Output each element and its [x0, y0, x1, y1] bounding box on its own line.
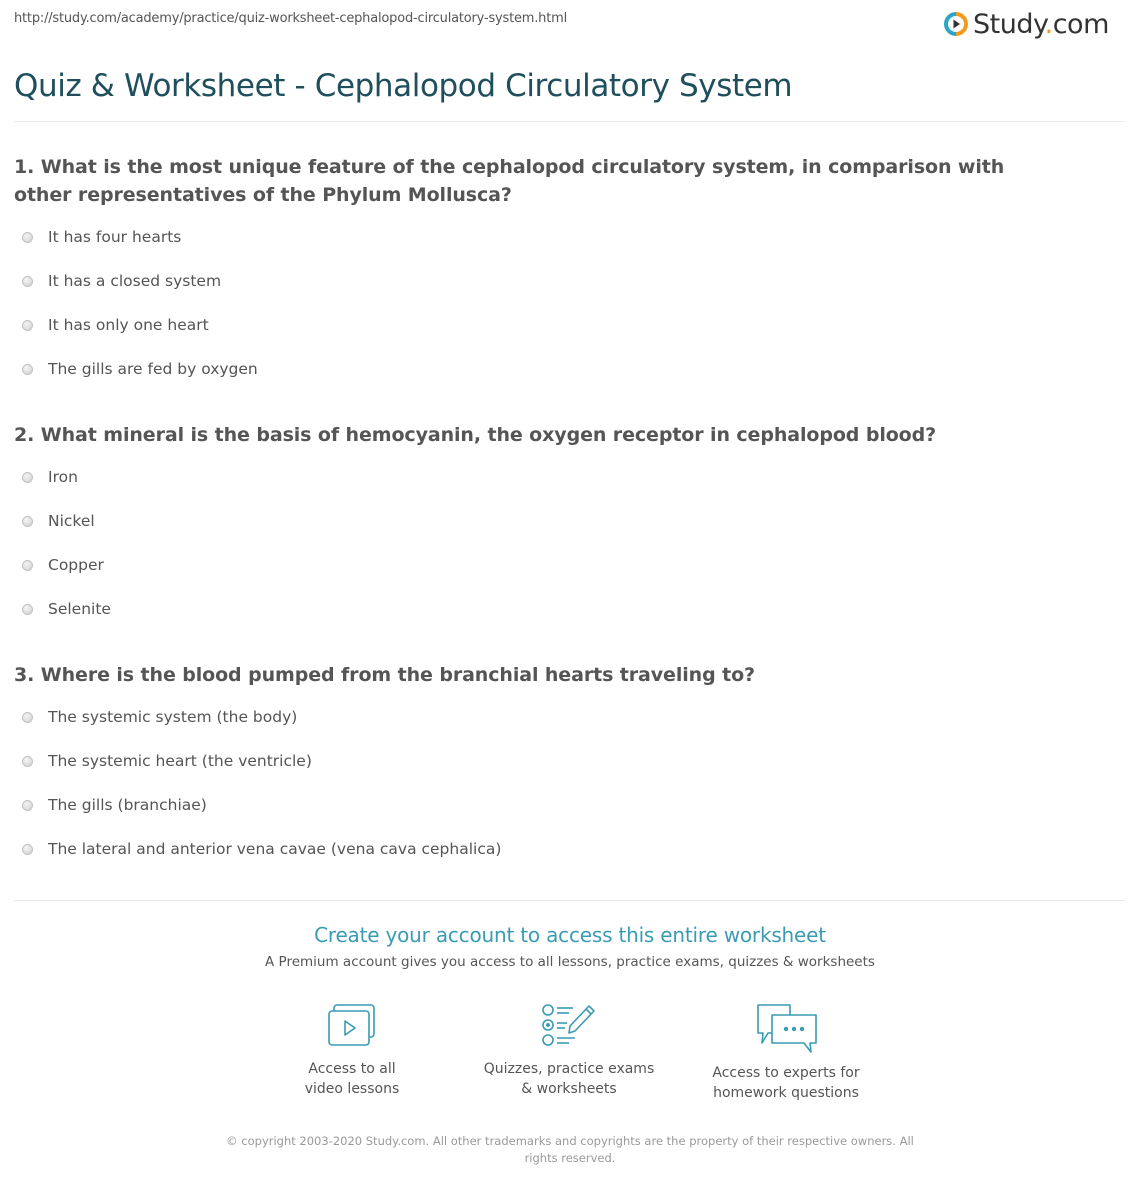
- logo-wordmark: [973, 9, 1109, 40]
- video-lessons-icon: [326, 1003, 378, 1049]
- radio-button[interactable]: [22, 604, 33, 615]
- feature-label-line1: Access to experts for: [712, 1065, 860, 1081]
- feature-label-line1: Quizzes, practice exams: [483, 1061, 655, 1077]
- radio-button[interactable]: [22, 800, 33, 811]
- feature-experts: [686, 1003, 886, 1103]
- page-url: http://study.com/academy/practice/quiz-worksheet-cephalopod-circulatory-system.html: [14, 11, 567, 26]
- option-label: It has only one heart: [48, 316, 209, 334]
- play-logo-icon: [944, 12, 968, 36]
- option-label: Copper: [48, 556, 104, 574]
- q3-option-1[interactable]: [22, 708, 297, 726]
- divider: [14, 121, 1125, 122]
- option-label: Selenite: [48, 600, 111, 618]
- q1-option-1[interactable]: [22, 228, 181, 246]
- option-label: Iron: [48, 468, 78, 486]
- q2-option-3[interactable]: [22, 556, 104, 574]
- question-1: 1. What is the most unique feature of the cephalopod circulatory system, in comparison with other representatives of the Phylum Mollusca?: [14, 156, 1005, 206]
- study-logo[interactable]: [944, 8, 1109, 40]
- divider: [14, 900, 1125, 901]
- feature-label-line2: homework questions: [713, 1085, 859, 1101]
- option-label: It has a closed system: [48, 272, 222, 290]
- option-label: It has four hearts: [48, 228, 182, 246]
- feature-quizzes: [469, 1003, 669, 1099]
- q3-option-4[interactable]: [22, 840, 501, 858]
- question-3: 3. Where is the blood pumped from the branchial hearts traveling to?: [14, 664, 755, 686]
- radio-button[interactable]: [22, 472, 33, 483]
- option-label: The lateral and anterior vena cavae (vena cava cephalica): [48, 840, 502, 858]
- option-label: The systemic heart (the ventricle): [48, 752, 312, 770]
- q1-option-2[interactable]: [22, 272, 221, 290]
- radio-button[interactable]: [22, 756, 33, 767]
- q2-option-2[interactable]: [22, 512, 95, 530]
- radio-button[interactable]: [22, 712, 33, 723]
- option-label: The gills are fed by oxygen: [48, 360, 258, 378]
- option-label: The systemic system (the body): [48, 708, 298, 726]
- radio-button[interactable]: [22, 364, 33, 375]
- q1-option-4[interactable]: [22, 360, 258, 378]
- cta-title[interactable]: Create your account to access this entire worksheet: [314, 923, 826, 947]
- radio-button[interactable]: [22, 844, 33, 855]
- copyright-footer: © copyright 2003-2020 Study.com. All other trademarks and copyrights are the property of their respective owners. All rights reserved.: [226, 1134, 914, 1165]
- question-2: 2. What mineral is the basis of hemocyanin, the oxygen receptor in cephalopod blood?: [14, 424, 937, 446]
- option-label: Nickel: [48, 512, 95, 530]
- feature-label-line1: Access to all: [308, 1061, 396, 1077]
- cta-subtitle: A Premium account gives you access to all lessons, practice exams, quizzes & worksheets: [265, 954, 875, 970]
- feature-label-line2: video lessons: [304, 1081, 400, 1097]
- radio-button[interactable]: [22, 320, 33, 331]
- feature-label-line2: & worksheets: [521, 1081, 617, 1097]
- quiz-checklist-icon: [541, 1003, 597, 1049]
- feature-video-lessons: [252, 1003, 452, 1099]
- chat-bubbles-icon: [754, 1003, 818, 1053]
- logo-tail: com: [1052, 8, 1109, 40]
- q3-option-3[interactable]: [22, 796, 207, 814]
- logo-name: Study: [973, 8, 1045, 40]
- radio-button[interactable]: [22, 560, 33, 571]
- q2-option-1[interactable]: [22, 468, 78, 486]
- radio-button[interactable]: [22, 516, 33, 527]
- q2-option-4[interactable]: [22, 600, 111, 618]
- radio-button[interactable]: [22, 232, 33, 243]
- q3-option-2[interactable]: [22, 752, 312, 770]
- option-label: The gills (branchiae): [48, 796, 207, 814]
- logo-dot: .: [1044, 8, 1053, 40]
- q1-option-3[interactable]: [22, 316, 209, 334]
- radio-button[interactable]: [22, 276, 33, 287]
- page-title: Quiz & Worksheet - Cephalopod Circulatory System: [14, 68, 793, 104]
